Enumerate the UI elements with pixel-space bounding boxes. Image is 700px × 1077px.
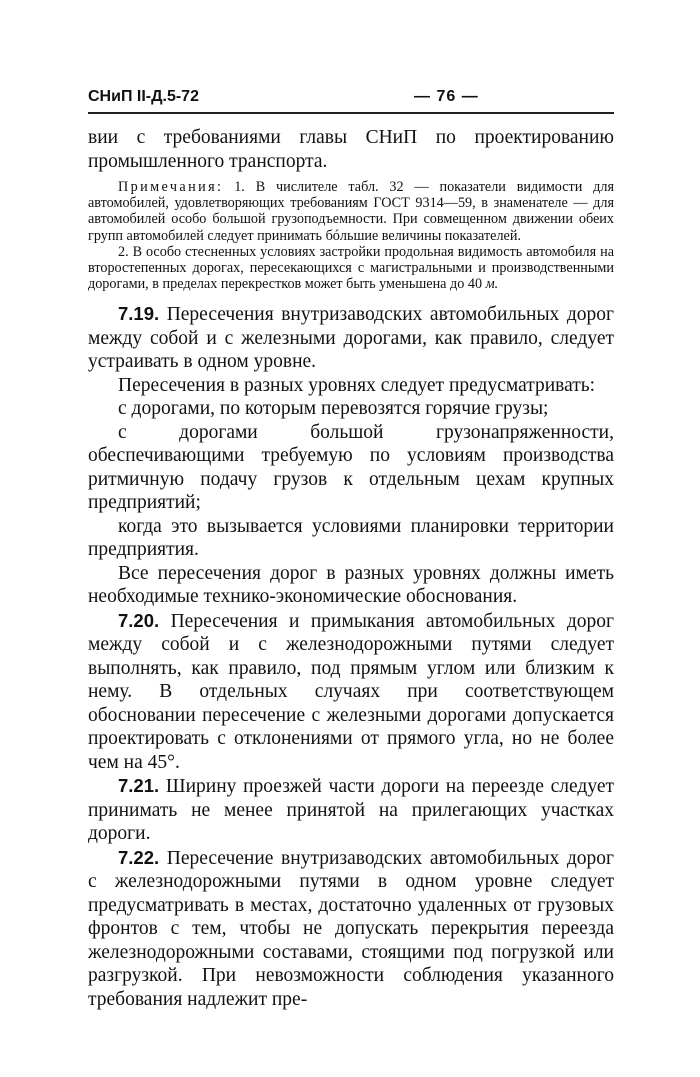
section-7-21 <box>88 774 614 846</box>
section-7-22 <box>88 846 614 1012</box>
section-number: 7.21. <box>118 775 160 797</box>
section-7-19 <box>88 302 614 374</box>
paragraph: Все пересечения дорог в разных уровнях должны иметь необходимые технико-экономические обоснования. <box>88 562 614 608</box>
paragraph: Пересечения в разных уровнях следует предусматривать: <box>118 374 596 396</box>
section-number: 7.19. <box>118 303 160 325</box>
notes-block <box>88 179 614 292</box>
note-2-text: 2. В особо стесненных условиях застройки продольная видимость автомобиля на второстепенных дорогах, пересекающихся с магистральными и производственными дорогами, в пределах перекрестков может быть уменьшена до 40 <box>88 243 614 293</box>
note-2 <box>88 244 614 293</box>
notes-label: Примечания: <box>118 179 224 195</box>
section-number: 7.22. <box>118 846 160 868</box>
note-2-unit: м. <box>485 276 499 293</box>
section-text: Пересечения внутризаводских автомобильных дорог между собой и с железными дорогами, как правило, следует устраивать в одном уровне. <box>88 304 615 373</box>
page-number: — 76 — <box>414 88 479 105</box>
section-number: 7.20. <box>118 609 160 631</box>
paragraph: когда это вызывается условиями планировки территории предприятия. <box>88 515 614 561</box>
section-7-20 <box>88 609 614 775</box>
header-rule <box>88 112 614 114</box>
section-text: Пересечение внутризаводских автомобильных дорог с железнодорожными путями в одном уровне следует предусматривать в местах, достаточно удаленных от грузовых фронтов с тем, чтобы не допускать перекрытия переезда железнодорожными составами, стоящими под погрузкой или разгрузкой. При невозможности соблюдения указанного требования надлежит пре- <box>88 847 615 1010</box>
intro-paragraph: вии с требованиями главы СНиП по проектированию промышленного транспорта. <box>88 127 614 172</box>
section-text: Пересечения и примыкания автомобильных дорог между собой и с железнодорожными путями следует выполнять, как правило, под прямым углом или близким к нему. В отдельных случаях при соответствующем обосновании пересечение с железными дорогами допускается проектировать с отклонениями от прямого угла, но не более чем на 45°. <box>88 610 615 773</box>
paragraph: с дорогами, по которым перевозятся горячие грузы; <box>118 398 549 420</box>
note-1-text: 1. В числителе табл. 32 — показатели видимости для автомобилей, удовлетворяющих требованиям ГОСТ 9314—59, в знаменателе — для автомобилей особо большой грузоподъемности. При совмещенном движении обеих групп автомобилей следует принимать бóльшие величины показателей. <box>88 179 614 244</box>
document-code: СНиП II-Д.5-72 <box>88 88 199 105</box>
paragraph: с дорогами большой грузонапряженности, обеспечивающими требуемую по условиям производства ритмичную подачу грузов к отдельным цехам крупных предприятий; <box>88 421 614 514</box>
page-body <box>88 126 614 1011</box>
section-text: Ширину проезжей части дороги на переезде следует принимать не менее принятой на прилегающих участках дороги. <box>88 776 615 845</box>
note-1 <box>88 179 614 244</box>
page-header <box>88 86 612 110</box>
